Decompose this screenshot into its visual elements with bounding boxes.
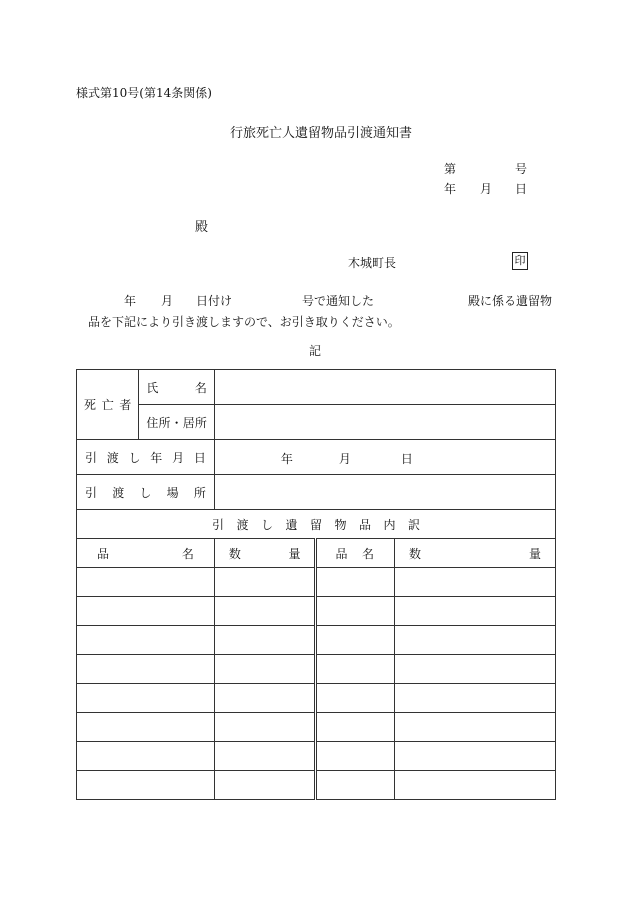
table-row [77,771,556,800]
table-row [77,742,556,771]
date-nen: 年 [444,182,457,196]
handover-place-header-cell [77,475,215,510]
deceased-header-cell [77,370,139,440]
addressee-suffix: 殿 [195,220,209,235]
seal-mark: 印 [512,252,528,270]
address-label: 住所・居所 [146,415,207,430]
deceased-label: 死亡者 [84,398,132,412]
handover-date-label: 引渡し年月日 [85,450,206,465]
item-name-header-left [77,539,215,568]
issuer: 木城町長 [348,256,397,270]
table-row [77,597,556,626]
quantity-header-right [394,539,555,568]
table-row [77,713,556,742]
name-label: 氏名 [146,380,207,395]
handover-date-value-cell [214,440,555,475]
table-row [77,684,556,713]
body-hizuke: 日付け [196,294,233,308]
table-row [77,568,556,597]
date-hi: 日 [515,182,528,196]
handover-date-nen: 年 [280,452,293,466]
handover-date-header-cell [77,440,215,475]
handover-table [76,369,556,800]
ki-heading: 記 [309,344,322,358]
body-nen: 年 [124,294,137,308]
body-go: 号で通知した [302,294,375,308]
handover-place-label: 引渡し場所 [85,485,206,500]
body-tail: 殿に係る遺留物 [468,294,553,308]
item-name-header-right [316,539,394,568]
body-line-2: 品を下記により引き渡しますので、お引き取りください。 [88,315,400,329]
table-row [77,626,556,655]
date-tsuki: 月 [480,182,493,196]
handover-place-value-cell [214,475,555,510]
document-title: 行旅死亡人遺留物品引渡通知書 [230,126,413,141]
form-label: 様式第10号(第14条関係) [76,86,212,100]
address-value-cell [214,405,555,440]
quantity-label-left: 数量 [228,546,301,561]
breakdown-label: 引渡し遺留物品内訳 [212,517,420,532]
handover-date-hi: 日 [400,452,413,466]
name-value-cell [214,370,555,405]
quantity-header-left [214,539,316,568]
reference-go: 号 [515,162,528,176]
handover-date-tsuki: 月 [338,452,351,466]
item-name-label-right: 品名 [335,546,374,561]
breakdown-header-cell [77,510,556,539]
quantity-label-right: 数量 [408,546,541,561]
address-header-cell [139,405,214,440]
name-header-cell [139,370,214,405]
item-name-label-left: 品名 [97,546,194,561]
table-row [77,655,556,684]
body-tsuki: 月 [161,294,174,308]
reference-dai: 第 [444,162,457,176]
